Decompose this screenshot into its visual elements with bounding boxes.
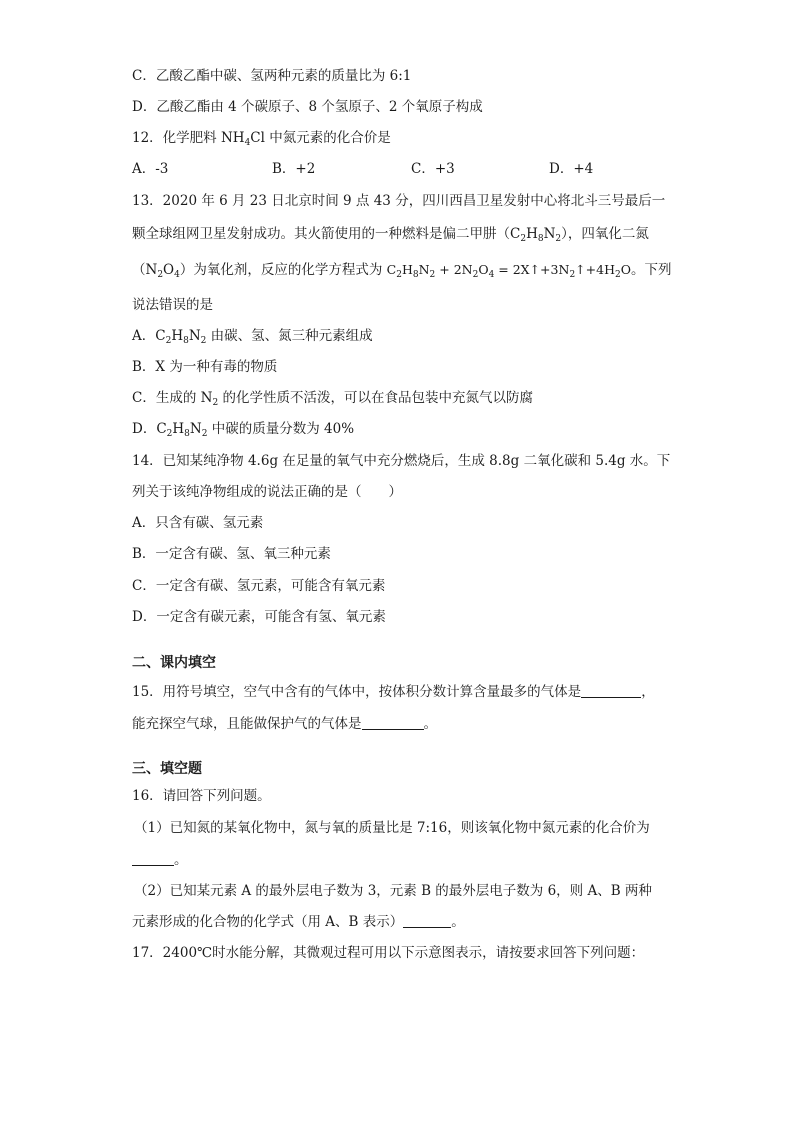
answer-blank[interactable] <box>362 715 424 730</box>
q16-part1-line1: （1）已知氮的某氧化物中，氮与氧的质量比是 7:16，则该氧化物中氮元素的化合价为 <box>134 820 650 836</box>
q14-stem-line2: 列关于该纯净物组成的说法正确的是（ ） <box>132 484 402 500</box>
q12-option-b: B．+2 <box>272 161 316 177</box>
q12-option-d: D．+4 <box>549 161 594 177</box>
section-heading-2: 二、课内填空 <box>132 655 216 671</box>
q13-stem-line2: 颗全球组网卫星发射成功。其火箭使用的一种燃料是偏二甲肼$(C_2H_8N_2)$，四氧化二氮 <box>132 226 649 244</box>
answer-blank[interactable] <box>132 851 174 866</box>
q14-stem-line1: 14．已知某纯净物 4.6g 在足量的氧气中充分燃烧后，生成 8.8g 二氧化碳和 5.4g 水。下 <box>132 453 671 469</box>
q12-option-c: C．+3 <box>411 161 455 177</box>
q13-stem-line3: $(N_2O_4)$为氧化剂，反应的化学方程式为 $C_2H_8N_2 + 2N_2O_4$ = $2X↑+3N_2↑+4H_2O$。下列 <box>132 262 672 280</box>
q13-stem-line4: 说法错误的是 <box>132 297 213 313</box>
q11-option-d: D．乙酸乙酯由 4 个碳原子、8 个氢原子、2 个氧原子构成 <box>132 99 483 115</box>
q14-option-b: B．一定含有碳、氢、氧三种元素 <box>132 546 331 562</box>
q12-option-a: A．-3 <box>132 161 169 177</box>
q16-part1-line2: 。 <box>132 850 188 870</box>
chemical-equation: $C_2H_8N_2 + 2N_2O_4$ = $2X↑+3N_2↑+4H_2O$ <box>386 262 631 280</box>
q13-option-a: A．$C_2H_8N_2$ 由碳、氢、氮三种元素组成 <box>132 328 373 346</box>
q13-option-d: D．$C_2H_8N_2$ 中碳的质量分数为 40% <box>132 421 355 439</box>
q13-stem-line1: 13．2020 年 6 月 23 日北京时间 9 点 43 分，四川西昌卫星发射中心将北斗三号最后一 <box>132 193 666 209</box>
q16-stem: 16．请回答下列问题。 <box>132 788 271 804</box>
q14-option-a: A．只含有碳、氢元素 <box>132 515 264 531</box>
q13-option-b: B．X 为一种有毒的物质 <box>132 359 278 375</box>
q15-line2: 能充探空气球，且能做保护气的气体是 。 <box>132 716 437 732</box>
q16-part2-line2: 元素形成的化合物的化学式（用 A、B 表示） 。 <box>132 914 465 930</box>
q17-stem: 17．2400℃时水能分解，其微观过程可用以下示意图表示，请按要求回答下列问题： <box>132 945 645 961</box>
q12-stem: 12．化学肥料 $NH_4Cl$ 中氮元素的化合价是 <box>132 130 391 148</box>
q13-option-c: C．生成的 $N_2$ 的化学性质不活泼，可以在食品包装中充氮气以防腐 <box>132 390 533 408</box>
section-heading-3: 三、填空题 <box>132 761 202 777</box>
q16-part2-line1: （2）已知某元素 A 的最外层电子数为 3，元素 B 的最外层电子数为 6，则 A、B 两种 <box>134 883 652 899</box>
q15-line1: 15．用符号填空，空气中含有的气体中，按体积分数计算含量最多的气体是 ， <box>132 684 655 700</box>
q14-option-d: D．一定含有碳元素，可能含有氢、氧元素 <box>132 609 386 625</box>
answer-blank[interactable] <box>581 683 641 698</box>
q11-option-c: C．乙酸乙酯中碳、氢两种元素的质量比为 6:1 <box>132 68 412 84</box>
answer-blank[interactable] <box>403 913 451 928</box>
q14-option-c: C．一定含有碳、氢元素，可能含有氧元素 <box>132 578 386 594</box>
